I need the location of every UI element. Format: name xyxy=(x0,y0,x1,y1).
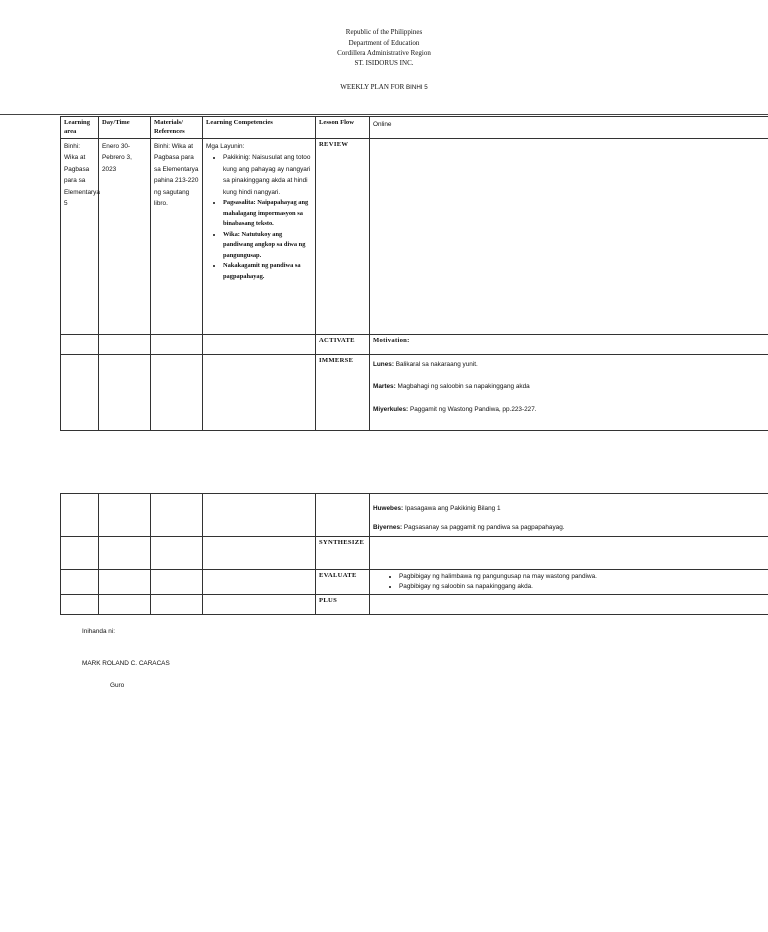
cell-empty xyxy=(203,335,316,355)
activate-content: Motivation: xyxy=(370,335,768,355)
cell-empty xyxy=(203,355,316,431)
competency-item: • Pagsasalita: Naipapahayag ang mahalagang impormasyon sa binabasang teksto. xyxy=(223,198,312,230)
flow-review: REVIEW xyxy=(316,139,370,335)
prepared-by-label: Inihanda ni: xyxy=(82,628,116,635)
cell-empty xyxy=(316,494,370,537)
cell-day-time: Enero 30-Pebrero 3, 2023 xyxy=(99,139,151,335)
table-row-immerse xyxy=(61,355,768,431)
cell-empty xyxy=(61,335,99,355)
weekly-plan-table xyxy=(60,116,768,431)
flow-plus: PLUS xyxy=(316,594,370,614)
header-mode: Online xyxy=(370,117,768,139)
header-materials: Materials/ References xyxy=(151,117,203,139)
flow-immerse: IMMERSE xyxy=(316,355,370,431)
cell-empty xyxy=(151,536,203,569)
cell-empty xyxy=(99,594,151,614)
cell-empty xyxy=(203,494,316,537)
continued-text: Ipasagawa ang Pakikinig Bilang 1 xyxy=(404,505,501,512)
continued-content xyxy=(370,494,768,537)
cell-learning-area: Binhi: Wika at Pagbasa para sa Elementarya 5 xyxy=(61,139,99,335)
teacher-name: MARK ROLAND C. CARACAS xyxy=(82,660,170,667)
flow-synthesize: SYNTHESIZE xyxy=(316,536,370,569)
cell-empty xyxy=(203,569,316,594)
immerse-item xyxy=(373,359,767,370)
competencies-list xyxy=(206,152,312,282)
cell-empty xyxy=(203,536,316,569)
table-row-synthesize xyxy=(61,536,768,569)
header-republic: Republic of the Philippines xyxy=(345,28,423,36)
continued-text: Pagsasanay sa paggamit ng pandiwa sa pagpapahayag. xyxy=(403,524,565,532)
teacher-role: Guro xyxy=(110,682,125,689)
cell-empty xyxy=(151,335,203,355)
immerse-text: Magbahagi ng saloobin sa napakinggang akda xyxy=(397,383,530,391)
cell-empty xyxy=(61,355,99,431)
weekly-plan-table-continued xyxy=(60,493,768,615)
continued-item xyxy=(373,503,767,514)
synthesize-content xyxy=(370,536,768,569)
table-row-activate xyxy=(61,335,768,355)
cell-empty xyxy=(99,569,151,594)
immerse-content xyxy=(370,355,768,431)
header-school: ST. ISIDORUS INC. xyxy=(354,59,414,67)
continued-day: Biyernes: xyxy=(373,524,403,532)
cell-empty xyxy=(151,494,203,537)
cell-empty xyxy=(61,569,99,594)
cell-empty xyxy=(151,594,203,614)
competency-item: • Nakakagamit ng pandiwa sa pagpapahayag. xyxy=(223,261,312,282)
competencies-intro: Mga Layunin: xyxy=(206,143,245,150)
table-row-continued xyxy=(61,494,768,537)
continued-day: Huwebes: xyxy=(373,505,404,512)
competency-item: • Wika: Natutukoy ang pandiwang angkop sa diwa ng pangungusap. xyxy=(223,230,312,262)
table-row-evaluate xyxy=(61,569,768,594)
evaluate-list xyxy=(373,572,767,592)
header-region: Cordillera Administrative Region xyxy=(337,49,431,57)
immerse-text: Paggamit ng Wastong Pandiwa, pp.223-227. xyxy=(409,405,537,413)
table-row-plus xyxy=(61,594,768,614)
cell-empty xyxy=(151,569,203,594)
immerse-item xyxy=(373,404,767,415)
cell-competencies xyxy=(203,139,316,335)
cell-empty xyxy=(203,594,316,614)
table-row-review xyxy=(61,139,768,335)
evaluate-item: • Pagbibigay ng halimbawa ng pangungusap na may wastong pandiwa. xyxy=(399,572,767,582)
header-day-time: Day/Time xyxy=(99,117,151,139)
immerse-day: Martes: xyxy=(373,383,396,391)
cell-empty xyxy=(61,594,99,614)
flow-evaluate: EVALUATE xyxy=(316,569,370,594)
header-divider xyxy=(0,114,768,115)
evaluate-content xyxy=(370,569,768,594)
cell-empty xyxy=(99,335,151,355)
immerse-day: Lunes: xyxy=(373,361,394,368)
competency-item: • Pakikinig: Naisusulat ang totoo kung ang pahayag ay nangyari sa pinakinggang akda at hindi kung hindi nangyari. xyxy=(223,152,312,198)
header-lesson-flow: Lesson Flow xyxy=(316,117,370,139)
plan-title xyxy=(0,82,768,93)
immerse-day: Miyerkules: xyxy=(373,405,409,413)
plan-subject: BINHI 5 xyxy=(406,84,428,91)
header-learning-area: Learning area xyxy=(61,117,99,139)
continued-item xyxy=(373,522,767,533)
immerse-item xyxy=(373,381,767,392)
cell-empty xyxy=(151,355,203,431)
cell-empty xyxy=(99,494,151,537)
immerse-text: Balikaral sa nakaraang yunit. xyxy=(395,361,478,368)
cell-empty xyxy=(61,536,99,569)
cell-empty xyxy=(61,494,99,537)
plan-title-text: WEEKLY PLAN FOR xyxy=(340,83,405,91)
plus-content xyxy=(370,594,768,614)
cell-empty xyxy=(99,355,151,431)
table-header-row xyxy=(61,117,768,139)
evaluate-item: • Pagbibigay ng saloobin sa napakinggang akda. xyxy=(399,582,767,592)
header-department: Department of Education xyxy=(348,39,420,47)
flow-activate: ACTIVATE xyxy=(316,335,370,355)
cell-empty xyxy=(99,536,151,569)
cell-review-content xyxy=(370,139,768,335)
cell-materials: Binhi: Wika at Pagbasa para sa Elementarya pahina 213-220 ng sagutang libro. xyxy=(151,139,203,335)
header-competencies: Learning Competencies xyxy=(203,117,316,139)
